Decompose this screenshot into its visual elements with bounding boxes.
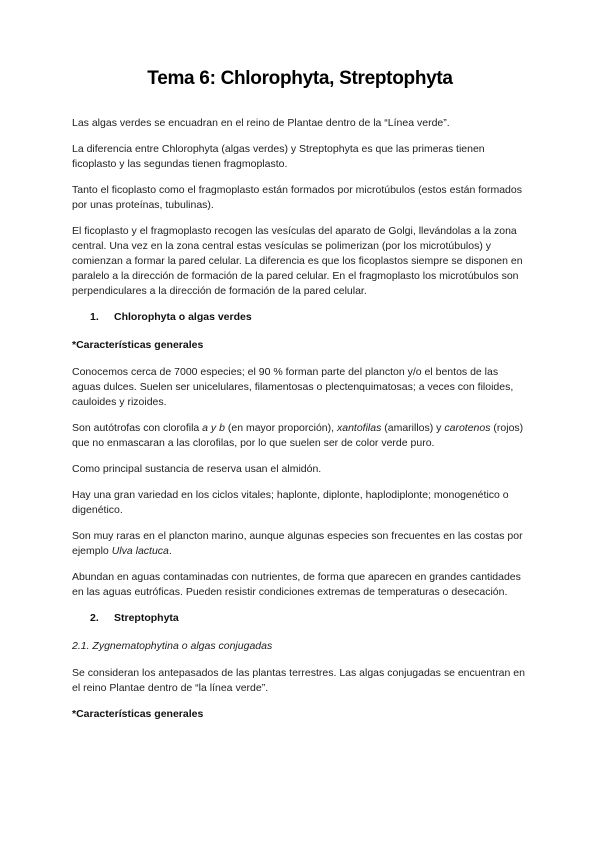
paragraph [72, 421, 528, 451]
section-heading [90, 611, 528, 626]
text-segment: Se consideran los antepasados de las plantas terrestres. Las algas conjugadas se encuentran en el reino Plantae dentro de “la línea verde”. [72, 667, 525, 694]
italic-text-segment: xantofilas [336, 422, 382, 434]
paragraph [72, 529, 528, 559]
text-segment: (en mayor proporción), [224, 422, 337, 434]
italic-text-segment: carotenos [444, 422, 491, 434]
document-body [72, 116, 528, 722]
text-segment: Conocemos cerca de 7000 especies; el 90 % forman parte del plancton y/o el bentos de las aguas dulces. Suelen ser unicelulares, filamentosas o plectenquimatosas; a veces con filoides, cauloides y rizoides. [72, 366, 514, 408]
heading-text: Chlorophyta o algas verdes [114, 311, 252, 323]
subheading: *Características generales [72, 339, 204, 351]
text-segment: Abundan en aguas contaminadas con nutrientes, de forma que aparecen en grandes cantidades en las aguas eutróficas. Pueden resistir condiciones extremas de temperaturas o desecación. [72, 571, 521, 598]
paragraph [72, 666, 528, 696]
text-segment: Las algas verdes se encuadran en el reino de Plantae dentro de la “Línea verde”. [72, 117, 450, 129]
heading-number: 1. [90, 311, 99, 323]
paragraph [72, 116, 528, 131]
text-segment: Tanto el ficoplasto como el fragmoplasto están formados por microtúbulos (estos están formados por unas proteínas, tubulinas). [72, 184, 522, 211]
heading-number: 2. [90, 612, 99, 624]
text-segment: (amarillos) y [381, 422, 445, 434]
paragraph [72, 462, 528, 477]
text-segment: Como principal sustancia de reserva usan el almidón. [72, 463, 322, 475]
text-segment: (rojos) que no enmascaran a las clorofilas, por lo que suelen ser de color verde puro. [72, 422, 524, 449]
section-heading [90, 310, 528, 325]
text-segment: . [168, 545, 172, 557]
paragraph [72, 142, 528, 172]
paragraph [72, 488, 528, 518]
text-segment: Hay una gran variedad en los ciclos vitales; haplonte, diplonte, haplodiplonte; monogenético o digenético. [72, 489, 509, 516]
text-segment: El ficoplasto y el fragmoplasto recogen las vesículas del aparato de Golgi, llevándolas a la zona central. Una vez en la zona central estas vesículas se polimerizan (por los microtúbulos) y comienzan a formar la pared celular. La diferencia es que los ficoplastos siempre se disponen en paralelo a la dirección de formación de la pared celular. En el fragmoplasto los microtúbulos son perpendiculares a la dirección de formación de la pared celular. [72, 225, 523, 297]
italic-text-segment: Ulva lactuca [111, 545, 169, 557]
paragraph [72, 570, 528, 600]
italic-subheading: 2.1. Zygnematophytina o algas conjugadas [72, 640, 273, 652]
heading-text: Streptophyta [114, 612, 179, 624]
subheading: *Características generales [72, 708, 204, 720]
paragraph [72, 224, 528, 299]
text-segment: Son autótrofas con clorofila [72, 422, 203, 434]
text-segment: Son muy raras en el plancton marino, aunque algunas especies son frecuentes en las costas por ejemplo [72, 530, 523, 557]
text-segment: La diferencia entre Chlorophyta (algas verdes) y Streptophyta es que las primeras tienen ficoplasto y las segundas tienen fragmoplasto. [72, 143, 485, 170]
italic-text-segment: a y b [202, 422, 225, 434]
paragraph [72, 365, 528, 410]
document-title: Tema 6: Chlorophyta, Streptophyta [147, 68, 453, 89]
paragraph [72, 183, 528, 213]
